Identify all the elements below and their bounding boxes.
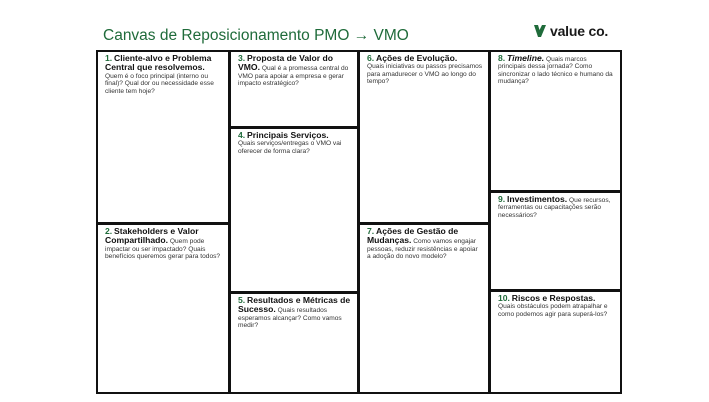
block-number: 5. xyxy=(238,295,246,305)
block-number: 6. xyxy=(367,53,375,63)
block-number: 10. xyxy=(498,293,510,303)
block-title: Timeline. xyxy=(507,53,545,63)
block-description: Quais resultados esperamos alcançar? Como vamos medir? xyxy=(238,307,342,330)
checkmark-logo-icon xyxy=(533,24,547,38)
block-description: Como vamos engajar pessoas, reduzir resistências e apoiar a adoção do novo modelo? xyxy=(367,238,478,261)
block-title: Riscos e Respostas. xyxy=(511,293,596,303)
block-number: 4. xyxy=(238,130,246,140)
block-title: Ações de Gestão de Mudanças. xyxy=(367,226,459,246)
block-number: 3. xyxy=(238,53,246,63)
block-number: 1. xyxy=(105,53,113,63)
block-title: Proposta de Valor do VMO. xyxy=(238,53,333,73)
block-title: Ações de Evolução. xyxy=(376,53,458,63)
block-title: Investimentos. xyxy=(507,194,568,204)
block-number: 8. xyxy=(498,53,506,63)
block-target-customer[interactable] xyxy=(98,52,228,222)
canvas-board xyxy=(96,50,622,394)
block-description: Quem pode impactar ou ser impactado? Quais benefícios queremos gerar para todos? xyxy=(105,238,221,261)
block-main-services[interactable] xyxy=(231,129,357,291)
block-timeline[interactable] xyxy=(491,52,620,190)
block-description: Quem é o foco principal (interno ou final)? Qual dor ou necessidade esse cliente tem hoje? xyxy=(105,72,214,95)
block-description: Quais iniciativas ou passos precisamos para amadurecer o VMO ao longo do tempo? xyxy=(367,63,483,86)
block-description: Quais marcos principais dessa jornada? Como sincronizar o lado técnico e humano da mudança? xyxy=(498,56,613,86)
block-title: Resultados e Métricas de Sucesso. xyxy=(238,295,351,315)
block-investments[interactable] xyxy=(491,193,620,289)
page-title: Canvas de Reposicionamento PMO → VMO xyxy=(103,27,409,44)
block-results-metrics[interactable] xyxy=(231,294,357,392)
block-title: Stakeholders e Valor Compartilhado. xyxy=(105,226,199,246)
block-number: 7. xyxy=(367,226,375,236)
logo-text: value co. xyxy=(550,23,609,39)
block-value-proposition[interactable] xyxy=(231,52,357,126)
block-description: Quais serviços/entregas o VMO vai oferecer de forma clara? xyxy=(238,140,342,155)
block-change-management[interactable] xyxy=(360,225,488,392)
block-title: Cliente-alvo e Problema Central que resolvemos. xyxy=(105,53,212,73)
block-risks-responses[interactable] xyxy=(491,292,620,392)
block-description: Que recursos, ferramentas ou capacitações serão necessários? xyxy=(498,197,611,219)
block-description: Quais obstáculos podem atrapalhar e como podemos agir para superá-los? xyxy=(498,303,608,318)
block-evolution-actions[interactable] xyxy=(360,52,488,222)
block-stakeholders[interactable] xyxy=(98,225,228,392)
brand-logo xyxy=(533,23,608,39)
block-number: 2. xyxy=(105,226,113,236)
block-description: Qual é a promessa central do VMO para apoiar a empresa e gerar impacto estratégico? xyxy=(238,65,349,88)
block-title: Principais Serviços. xyxy=(247,130,329,140)
block-number: 9. xyxy=(498,194,506,204)
